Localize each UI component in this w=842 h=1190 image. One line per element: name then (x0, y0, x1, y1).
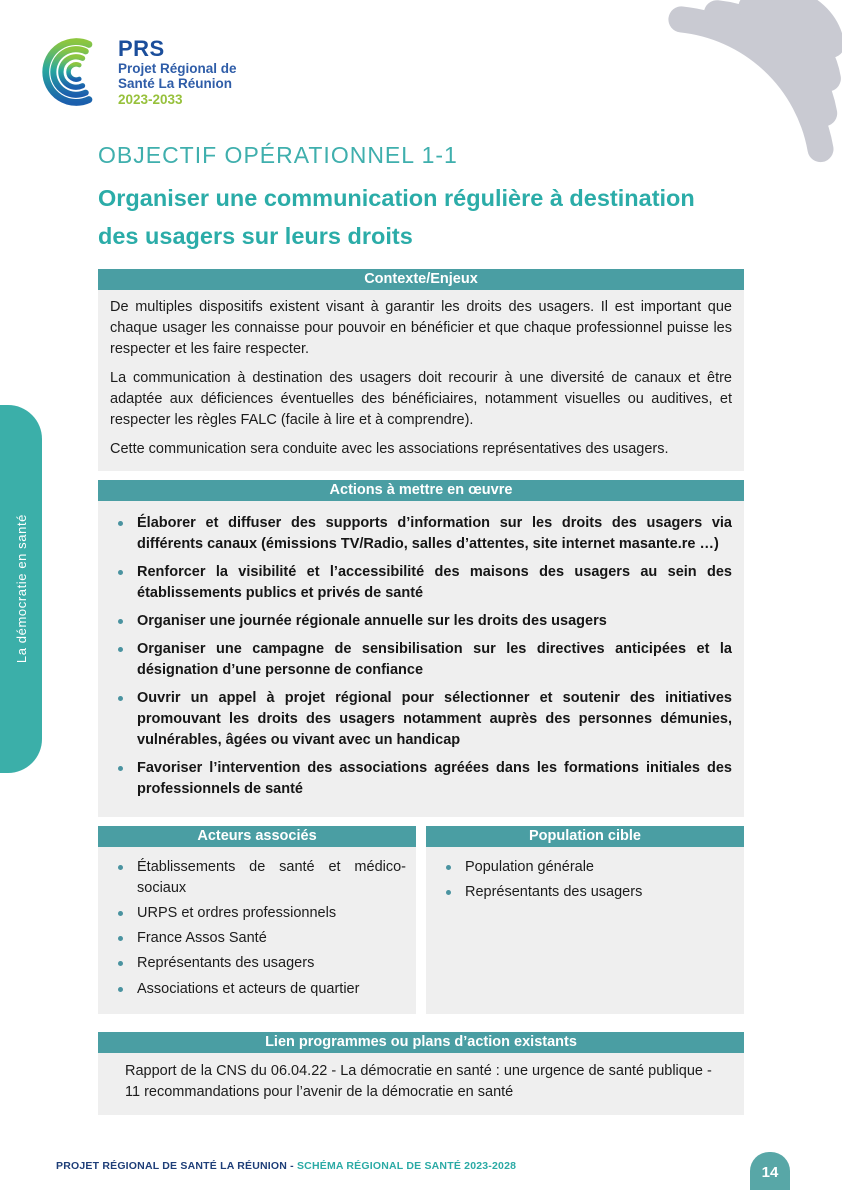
paragraph: De multiples dispositifs existent visant à garantir les droits des usagers. Il est important que chaque usager les connaisse pour pouvoir en bénéficier et que chaque professionnel puisse les respecter et les faire respecter. (110, 299, 732, 358)
bullet-icon (446, 890, 451, 895)
list-item (98, 758, 732, 800)
bullet-icon (118, 911, 123, 916)
logo-acronym: PRS (118, 35, 165, 61)
page-number-badge: 14 (750, 1152, 790, 1190)
footer-document-title: PROJET RÉGIONAL DE SANTÉ LA RÉUNION - (56, 1160, 297, 1172)
population-list (426, 857, 734, 903)
bullet-icon (118, 696, 123, 701)
objective-kicker: OBJECTIF OPÉRATIONNEL 1-1 (98, 142, 458, 168)
list-item-text: URPS et ordres professionnels (137, 905, 337, 922)
acteurs-population-row (98, 826, 744, 1013)
list-item (98, 639, 732, 681)
list-item-text: Élaborer et diffuser des supports d’information sur les droits des usagers via différents canaux (émissions TV/Radio, salles d’attentes, site internet masante.re …) (137, 515, 732, 553)
list-item-text: Associations et acteurs de quartier (137, 980, 360, 997)
footer-scheme-title: SCHÉMA RÉGIONAL DE SANTÉ 2023-2028 (296, 1160, 517, 1172)
list-item-text: Représentants des usagers (465, 884, 643, 901)
prs-logo-arcs-icon (30, 34, 110, 110)
footer-text (56, 1160, 516, 1172)
section-header-contexte: Contexte/Enjeux (98, 269, 744, 290)
bullet-icon (118, 521, 123, 526)
list-item-text: Renforcer la visibilité et l’accessibilité des maisons des usagers au sein des établissements publics et privés de santé (137, 564, 732, 602)
bullet-icon (118, 865, 123, 870)
page-title (98, 179, 744, 255)
list-item-text: Organiser une journée régionale annuelle sur les droits des usagers (137, 613, 607, 630)
list-item-text: Ouvrir un appel à projet régional pour sélectionner et soutenir des initiatives promouvant les droits des usagers notamment auprès des personnes démunies, vulnérables, âgées ou vivant avec un handicap (137, 690, 732, 749)
section-body-lien: Rapport de la CNS du 06.04.22 - La démocratie en santé : une urgence de santé publique - 11 recommandations pour l’avenir de la démocratie en santé (98, 1053, 744, 1115)
logo-years: 2023-2033 (118, 92, 183, 108)
bullet-icon (446, 865, 451, 870)
section-body-population (426, 847, 744, 1013)
bullet-icon (118, 987, 123, 992)
list-item (98, 688, 732, 751)
acteurs-column (98, 826, 416, 1013)
list-item (98, 562, 732, 604)
bullet-icon (118, 961, 123, 966)
section-header-actions: Actions à mettre en œuvre (98, 480, 744, 501)
list-item-text: Établissements de santé et médico-sociaux (137, 859, 406, 897)
actions-list (98, 513, 732, 800)
list-item (98, 979, 406, 1000)
section-header-acteurs: Acteurs associés (98, 826, 416, 847)
page-title-line2: des usagers sur leurs droits (98, 223, 413, 250)
logo-subtitle-line2: Santé La Réunion (118, 76, 233, 92)
chapter-side-tab-label: La démocratie en santé (13, 514, 29, 664)
main-content (98, 142, 744, 1115)
list-item (426, 882, 734, 903)
chapter-side-tab (0, 405, 42, 773)
section-body-acteurs (98, 847, 416, 1013)
bullet-icon (118, 570, 123, 575)
list-item-text: France Assos Santé (137, 930, 267, 947)
prs-logo-text (118, 37, 237, 108)
bullet-icon (118, 936, 123, 941)
bullet-icon (118, 619, 123, 624)
prs-logo (30, 34, 237, 110)
section-header-lien: Lien programmes ou plans d’action existants (98, 1032, 744, 1053)
list-item-text: Favoriser l’intervention des associations agréées dans les formations initiales des professionnels de santé (137, 760, 732, 798)
list-item-text: Représentants des usagers (137, 955, 315, 972)
list-item (426, 857, 734, 878)
list-item (98, 513, 732, 555)
list-item (98, 953, 406, 974)
list-item (98, 857, 406, 899)
list-item-text: Organiser une campagne de sensibilisation sur les directives anticipées et la désignation d’une personne de confiance (137, 641, 732, 679)
bullet-icon (118, 647, 123, 652)
list-item (98, 928, 406, 949)
list-item-text: Population générale (465, 859, 594, 876)
section-body-actions (98, 501, 744, 817)
logo-subtitle-line1: Projet Régional de (118, 61, 237, 77)
bullet-icon (118, 766, 123, 771)
section-header-population: Population cible (426, 826, 744, 847)
paragraph: La communication à destination des usagers doit recourir à une diversité de canaux et être adaptée aux déficiences éventuelles des bénéficiaires, notamment visuelles ou auditives, et respecter les règles FALC (facile à lire et à comprendre). (110, 370, 732, 429)
section-body-contexte (98, 290, 744, 471)
paragraph: Cette communication sera conduite avec les associations représentatives des usagers. (110, 441, 669, 458)
list-item (98, 611, 732, 632)
list-item (98, 903, 406, 924)
page-title-line1: Organiser une communication régulière à destination (98, 185, 695, 211)
acteurs-list (98, 857, 406, 999)
population-column (426, 826, 744, 1013)
